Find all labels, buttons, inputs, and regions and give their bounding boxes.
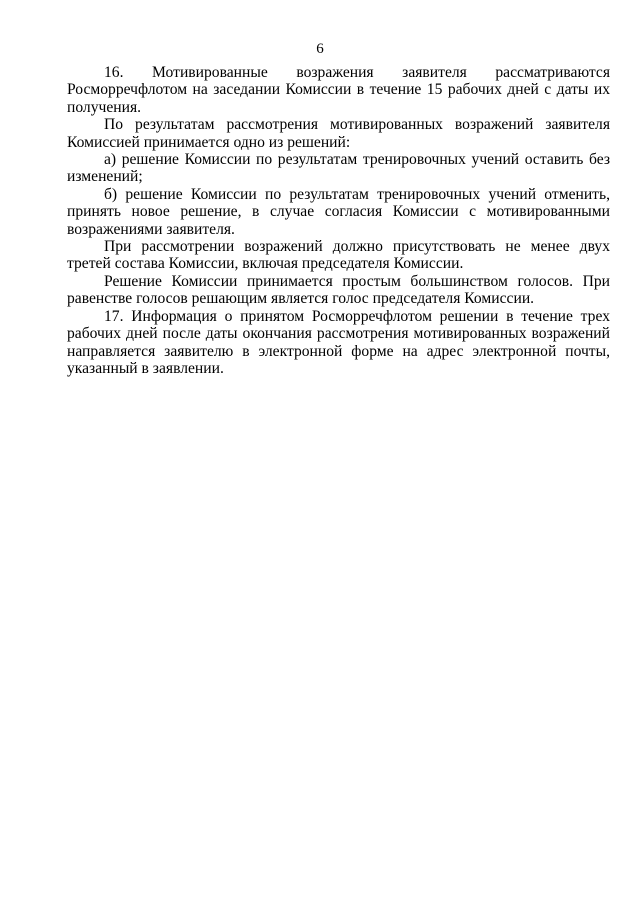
page-number: 6: [316, 41, 324, 57]
paragraph-option-b: б) решение Комиссии по результатам тренировочных учений отменить, принять новое решение, в случае согласия Комиссии с мотивированными возражениями заявителя.: [67, 185, 610, 238]
paragraph-decision-options: По результатам рассмотрения мотивированных возражений заявителя Комиссией принимается одно из решений:: [67, 116, 610, 151]
paragraph-option-a: а) решение Комиссии по результатам тренировочных учений оставить без изменений;: [67, 151, 610, 186]
paragraph-clause-17: 17. Информация о принятом Росморречфлотом решении в течение трех рабочих дней после даты окончания рассмотрения мотивированных возражений направляется заявителю в электронной форме на адрес электронной почты, указанный в заявлении.: [67, 307, 610, 377]
paragraph-clause-16: 16. Мотивированные возражения заявителя рассматриваются Росморречфлотом на заседании Комиссии в течение 15 рабочих дней с даты их получения.: [67, 64, 610, 116]
paragraph-quorum: При рассмотрении возражений должно присутствовать не менее двух третей состава Комиссии, включая председателя Комиссии.: [67, 238, 610, 273]
document-body: [67, 64, 610, 377]
paragraph-voting: Решение Комиссии принимается простым большинством голосов. При равенстве голосов решающим является голос председателя Комиссии.: [67, 272, 610, 308]
